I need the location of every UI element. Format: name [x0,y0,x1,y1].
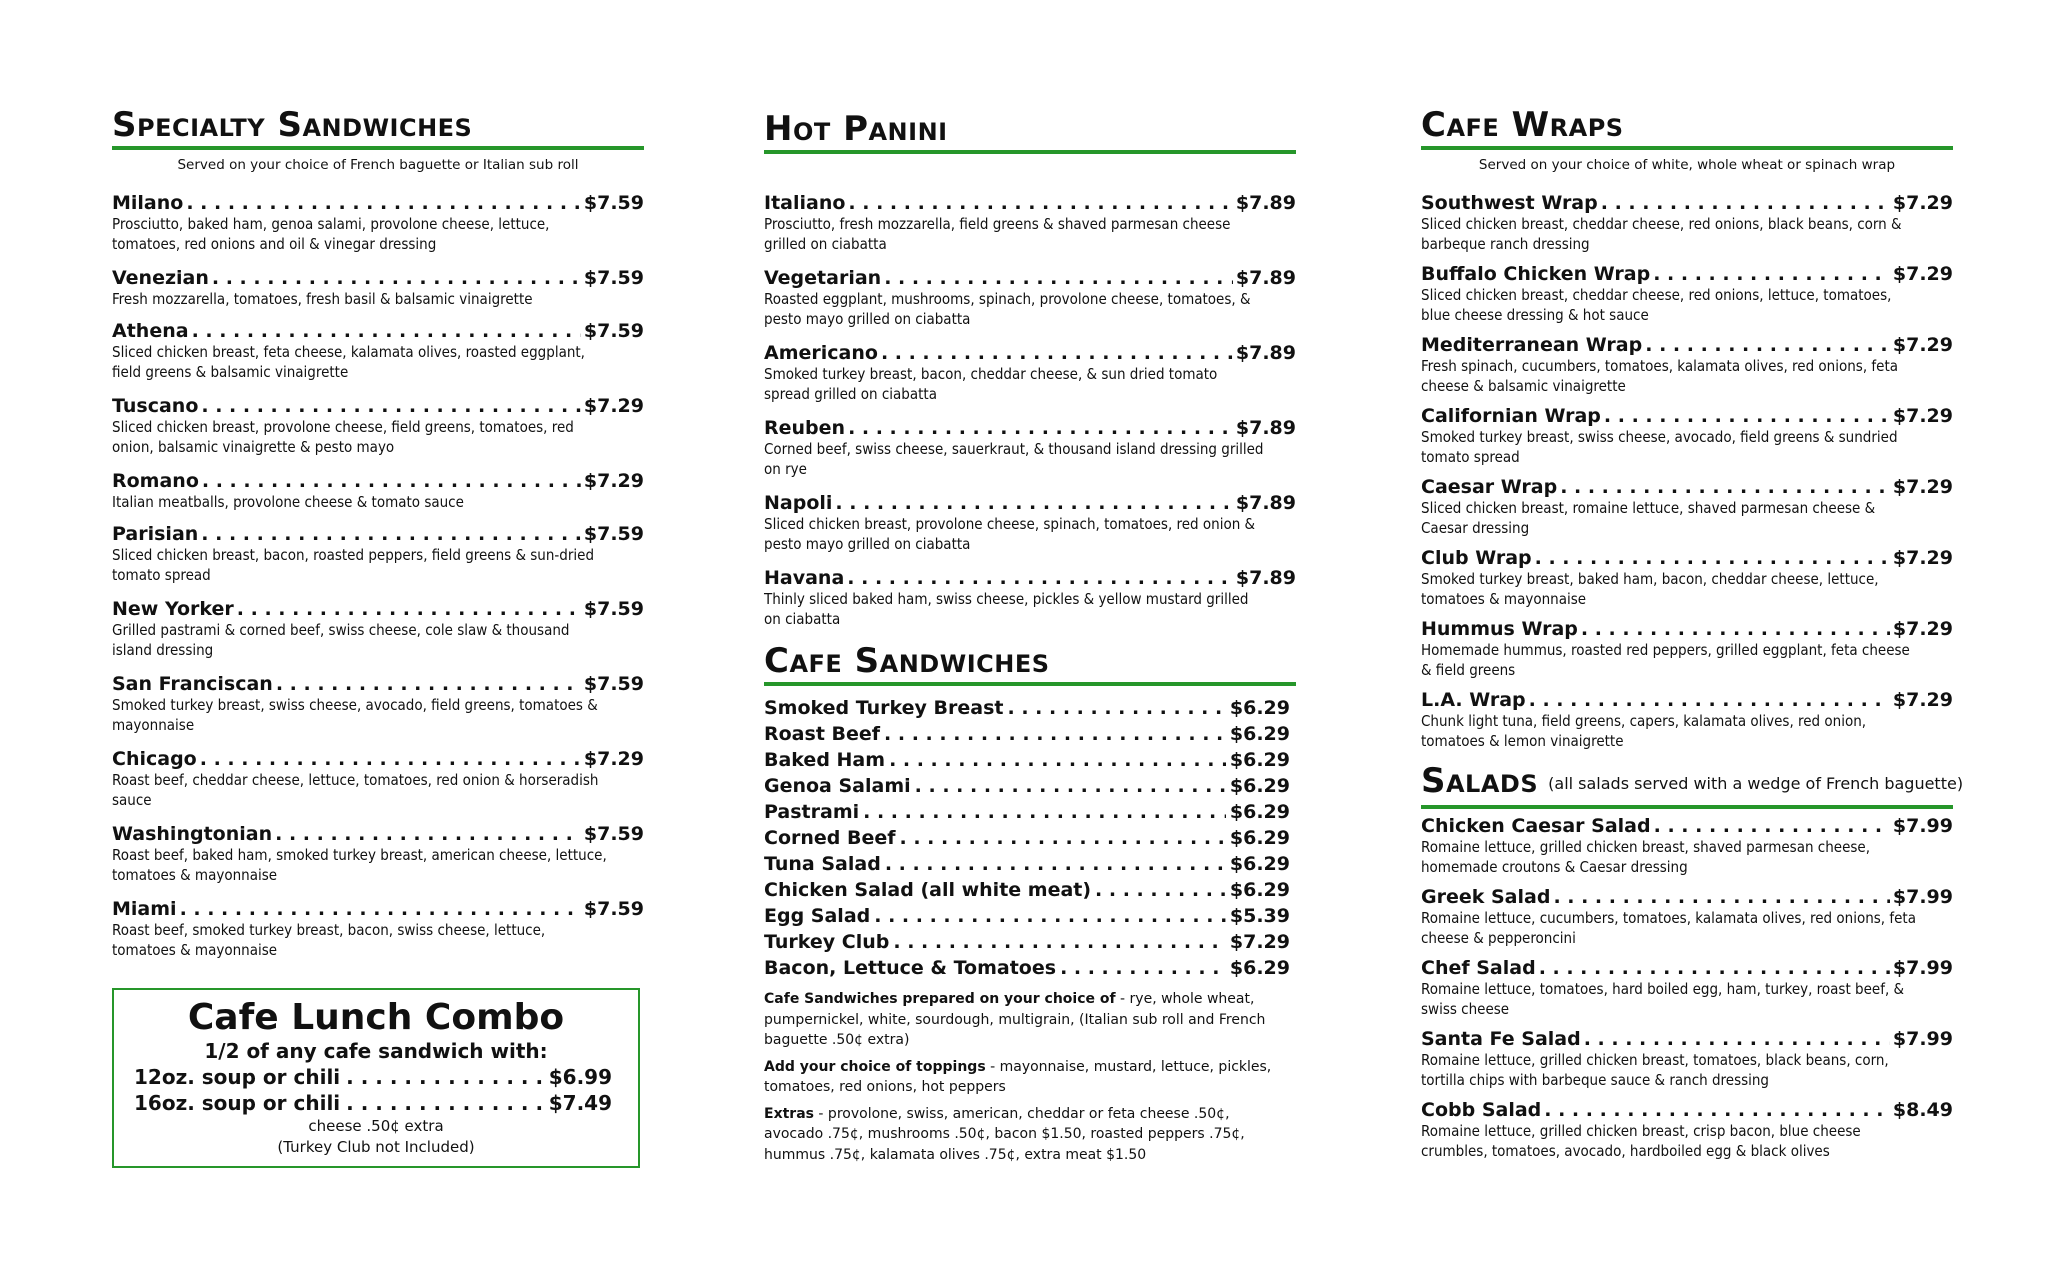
menu-item [1421,192,1953,254]
item-name: New Yorker [112,598,234,620]
item-name: Tuscano [112,395,199,417]
item-name: Parisian [112,523,199,545]
item-price: $7.29 [1892,405,1953,427]
item-name: Italiano [764,192,846,214]
item-description: Prosciutto, baked ham, genoa salami, provolone cheese, lettuce, tomatoes, red onions and oil & vinegar dressing [112,215,550,253]
item-name: Tuna Salad [764,853,881,875]
item-price: $8.49 [1892,1099,1953,1121]
item-name: Chicken Salad (all white meat) [764,879,1092,901]
lunch-combo-box [112,988,640,1168]
item-price: $7.29 [583,470,644,492]
item-name: Hummus Wrap [1421,618,1578,640]
item-name: Cobb Salad [1421,1099,1542,1121]
menu-item [1421,547,1953,609]
item-name: Southwest Wrap [1421,192,1598,214]
item-price: $5.39 [1229,905,1290,927]
menu-item [1421,1099,1953,1161]
item-description: Prosciutto, fresh mozzarella, field greens & shaved parmesan cheese grilled on ciabatta [764,215,1231,253]
item-description: Fresh spinach, cucumbers, tomatoes, kalamata olives, red onions, feta cheese & balsamic vinaigrette [1421,357,1898,395]
item-name: Chef Salad [1421,957,1536,979]
combo-row [134,1064,612,1090]
cafe-sandwiches-title: Cafe Sandwiches [764,642,1296,686]
item-description: Roast beef, baked ham, smoked turkey breast, american cheese, lettuce, tomatoes & mayonnaise [112,846,607,884]
item-name: Pastrami [764,801,860,823]
item-name: Egg Salad [764,905,871,927]
item-price: $7.29 [1892,192,1953,214]
item-description: Smoked turkey breast, swiss cheese, avocado, field greens, tomatoes & mayonnaise [112,696,598,734]
item-price: $7.29 [583,748,644,770]
item-price: $6.29 [1229,749,1290,771]
item-description: Roasted eggplant, mushrooms, spinach, provolone cheese, tomatoes, & pesto mayo grilled on ciabatta [764,290,1251,328]
item-name: Mediterranean Wrap [1421,334,1643,356]
menu-item [1421,815,1953,877]
item-name: Corned Beef [764,827,896,849]
item-price: $7.89 [1235,567,1296,589]
menu-item [112,823,644,885]
item-price: $6.29 [1229,957,1290,979]
item-price: $7.29 [1892,263,1953,285]
item-price: $7.59 [583,320,644,342]
note-label: Cafe Sandwiches prepared on your choice of [764,991,1116,1007]
item-description: Smoked turkey breast, bacon, cheddar cheese, & sun dried tomato spread grilled on ciabatta [764,365,1218,403]
item-price: $6.29 [1229,853,1290,875]
item-price: $7.59 [583,598,644,620]
item-price: $7.29 [1229,931,1290,953]
item-price: $7.89 [1235,267,1296,289]
item-description: Smoked turkey breast, swiss cheese, avocado, field greens & sundried tomato spread [1421,428,1898,466]
item-price: $7.89 [1235,192,1296,214]
panini-title: Hot Panini [764,110,1296,154]
item-price: $7.59 [583,673,644,695]
note-text: - rye, whole wheat, pumpernickel, white, sourdough, multigrain, (Italian sub roll and French baguette .50¢ extra) [764,991,1266,1048]
item-price: $6.29 [1229,723,1290,745]
item-description: Romaine lettuce, grilled chicken breast, crisp bacon, blue cheese crumbles, tomatoes, avocado, hardboiled egg & black olives [1421,1122,1861,1160]
specialty-title: Specialty Sandwiches [112,106,644,150]
item-description: Thinly sliced baked ham, swiss cheese, pickles & yellow mustard grilled on ciabatta [764,590,1249,628]
item-description: Romaine lettuce, grilled chicken breast, shaved parmesan cheese, homemade croutons & Caesar dressing [1421,838,1871,876]
menu-item [764,492,1296,554]
simple-item [764,957,1290,979]
specialty-subtitle: Served on your choice of French baguette or Italian sub roll [177,157,579,173]
item-description: Sliced chicken breast, bacon, roasted peppers, field greens & sun-dried tomato spread [112,546,595,584]
salads-title-text: Salads [1421,761,1539,801]
combo-row [134,1090,612,1116]
menu-item [112,267,644,309]
item-price: $7.99 [1892,957,1953,979]
item-name: Vegetarian [764,267,882,289]
simple-item [764,801,1290,823]
item-name: Caesar Wrap [1421,476,1558,498]
item-name: Genoa Salami [764,775,911,797]
note-label: Add your choice of toppings [764,1058,986,1075]
menu-item [112,523,644,585]
combo-row-price: $6.99 [548,1065,612,1089]
item-price: $7.59 [583,823,644,845]
item-name: Napoli [764,492,833,514]
item-price: $6.29 [1229,879,1290,901]
item-price: $7.99 [1892,886,1953,908]
simple-item [764,775,1290,797]
item-description: Sliced chicken breast, romaine lettuce, shaved parmesan cheese & Caesar dressing [1421,499,1876,537]
combo-subtitle: 1/2 of any cafe sandwich with: [204,1039,548,1063]
item-description: Corned beef, swiss cheese, sauerkraut, & thousand island dressing grilled on rye [764,440,1264,478]
note-text: - mayonnaise, mustard, lettuce, pickles, tomatoes, red onions, hot peppers [764,1058,1272,1095]
menu-item [1421,334,1953,396]
item-name: Santa Fe Salad [1421,1028,1581,1050]
combo-row-name: 12oz. soup or chili [134,1065,341,1089]
salads-title [1421,761,1964,809]
menu-item [764,567,1296,629]
item-name: Californian Wrap [1421,405,1601,427]
combo-row-price: $7.49 [548,1091,612,1115]
item-price: $7.99 [1892,815,1953,837]
item-name: Havana [764,567,845,589]
item-description: Smoked turkey breast, baked ham, bacon, cheddar cheese, lettuce, tomatoes & mayonnaise [1421,570,1879,608]
menu-item [1421,405,1953,467]
item-description: Roast beef, smoked turkey breast, bacon, swiss cheese, lettuce, tomatoes & mayonnaise [112,921,546,959]
combo-title: Cafe Lunch Combo [187,997,565,1038]
menu-item [112,898,644,960]
menu-item [112,470,644,512]
menu-item [764,342,1296,404]
sandwich-notes [764,989,1284,1171]
note-paragraph [764,1057,1284,1098]
item-price: $7.29 [1892,476,1953,498]
item-description: Romaine lettuce, tomatoes, hard boiled egg, ham, turkey, roast beef, & swiss cheese [1421,980,1905,1018]
menu-item [764,267,1296,329]
simple-item [764,931,1290,953]
item-price: $7.89 [1235,492,1296,514]
item-description: Homemade hummus, roasted red peppers, grilled eggplant, feta cheese & field greens [1421,641,1910,679]
simple-item [764,827,1290,849]
item-name: Miami [112,898,177,920]
menu-item [764,417,1296,479]
menu-item [1421,886,1953,948]
note-paragraph [764,1104,1284,1166]
combo-note: cheese .50¢ extra [308,1117,444,1135]
item-name: Smoked Turkey Breast [764,697,1004,719]
item-price: $7.59 [583,523,644,545]
menu-item [112,192,644,254]
wraps-title: Cafe Wraps [1421,106,1953,150]
item-name: Romano [112,470,199,492]
menu-item [1421,263,1953,325]
item-description: Sliced chicken breast, provolone cheese, field greens, tomatoes, red onion, balsamic vinaigrette & pesto mayo [112,418,574,456]
item-name: Buffalo Chicken Wrap [1421,263,1651,285]
item-name: Venezian [112,267,209,289]
item-name: Washingtonian [112,823,273,845]
item-name: Greek Salad [1421,886,1551,908]
item-name: Baked Ham [764,749,886,771]
menu-item [112,748,644,810]
menu-item [112,320,644,382]
item-name: Athena [112,320,189,342]
item-name: San Franciscan [112,673,273,695]
item-price: $6.29 [1229,775,1290,797]
menu-item [1421,618,1953,680]
menu-item [112,598,644,660]
item-name: Turkey Club [764,931,890,953]
item-description: Sliced chicken breast, cheddar cheese, red onions, black beans, corn & barbeque ranch dressing [1421,215,1902,253]
item-price: $7.29 [1892,334,1953,356]
item-name: L.A. Wrap [1421,689,1526,711]
item-description: Sliced chicken breast, cheddar cheese, red onions, lettuce, tomatoes, blue cheese dressing & hot sauce [1421,286,1892,324]
item-name: Reuben [764,417,846,439]
simple-item [764,905,1290,927]
item-description: Romaine lettuce, grilled chicken breast, tomatoes, black beans, corn, tortilla chips with barbeque sauce & ranch dressing [1421,1051,1889,1089]
item-price: $7.99 [1892,1028,1953,1050]
item-name: Chicago [112,748,197,770]
item-price: $7.59 [583,192,644,214]
item-price: $7.89 [1235,417,1296,439]
item-price: $6.29 [1229,697,1290,719]
item-name: Americano [764,342,878,364]
wraps-subtitle: Served on your choice of white, whole wheat or spinach wrap [1478,157,1896,173]
item-price: $7.59 [583,898,644,920]
item-description: Romaine lettuce, cucumbers, tomatoes, kalamata olives, red onions, feta cheese & pepperoncini [1421,909,1916,947]
menu-item [764,192,1296,254]
item-price: $7.29 [1892,689,1953,711]
simple-item [764,723,1290,745]
item-description: Sliced chicken breast, feta cheese, kalamata olives, roasted eggplant, field greens & balsamic vinaigrette [112,343,585,381]
combo-note: (Turkey Club not Included) [277,1138,475,1156]
item-name: Roast Beef [764,723,881,745]
simple-item [764,749,1290,771]
item-price: $7.89 [1235,342,1296,364]
simple-item [764,853,1290,875]
menu-item [1421,957,1953,1019]
item-name: Bacon, Lettuce & Tomatoes [764,957,1057,979]
simple-item [764,697,1290,719]
note-paragraph [764,989,1284,1051]
menu-item [112,395,644,457]
item-description: Roast beef, cheddar cheese, lettuce, tomatoes, red onion & horseradish sauce [112,771,599,809]
item-price: $6.29 [1229,827,1290,849]
item-description: Fresh mozzarella, tomatoes, fresh basil & balsamic vinaigrette [112,290,533,308]
item-name: Milano [112,192,184,214]
item-price: $7.59 [583,267,644,289]
item-description: Chunk light tuna, field greens, capers, kalamata olives, red onion, tomatoes & lemon vinaigrette [1421,712,1867,750]
item-name: Chicken Caesar Salad [1421,815,1651,837]
item-description: Grilled pastrami & corned beef, swiss cheese, cole slaw & thousand island dressing [112,621,570,659]
item-description: Italian meatballs, provolone cheese & tomato sauce [112,493,464,511]
menu-item [112,673,644,735]
menu-item [1421,689,1953,751]
item-price: $7.29 [1892,547,1953,569]
combo-row-name: 16oz. soup or chili [134,1091,341,1115]
item-price: $7.29 [583,395,644,417]
menu-item [1421,1028,1953,1090]
simple-item [764,879,1290,901]
menu-item [1421,476,1953,538]
item-price: $7.29 [1892,618,1953,640]
note-label: Extras [764,1105,814,1122]
item-description: Sliced chicken breast, provolone cheese, spinach, tomatoes, red onion & pesto mayo grilled on ciabatta [764,515,1256,553]
salads-note: (all salads served with a wedge of French baguette) [1548,774,1964,793]
item-price: $6.29 [1229,801,1290,823]
note-text: - provolone, swiss, american, cheddar or feta cheese .50¢, avocado .75¢, mushrooms .50¢, bacon $1.50, roasted peppers .75¢, hummus .75¢, kalamata olives .75¢, extra meat $1.50 [764,1105,1245,1163]
item-name: Club Wrap [1421,547,1532,569]
